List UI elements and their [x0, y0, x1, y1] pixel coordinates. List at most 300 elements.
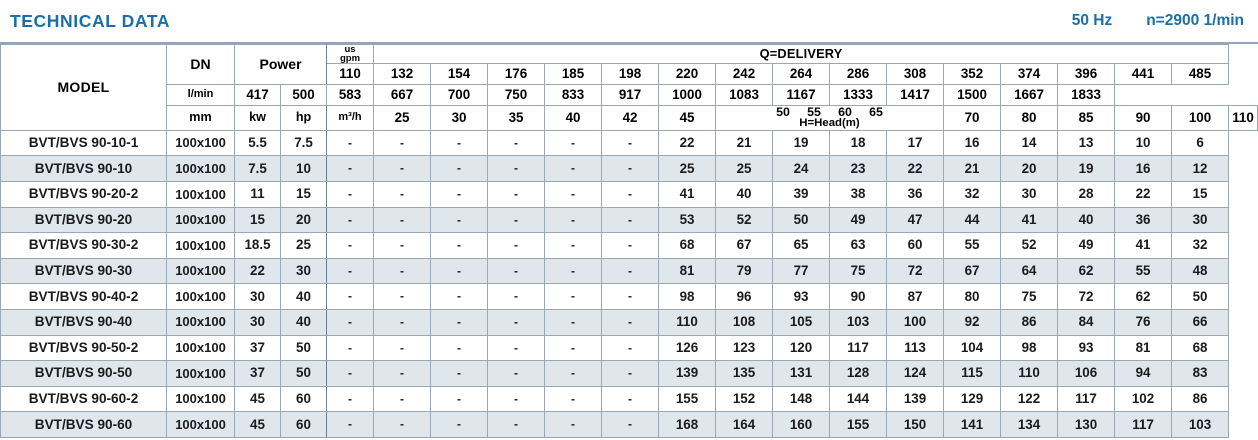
- row-head-4: -: [545, 310, 602, 336]
- row-power-kw: 30: [235, 310, 281, 336]
- row-head-12: 41: [1001, 207, 1058, 233]
- row-head-5: -: [602, 207, 659, 233]
- unit-power-hp: hp: [281, 106, 327, 131]
- row-head-5: -: [602, 182, 659, 208]
- flow-m3h-1: 30: [431, 106, 488, 131]
- flow-lmin-7: 917: [602, 85, 659, 106]
- row-head-6: 139: [659, 361, 716, 387]
- row-power-kw: 5.5: [235, 130, 281, 156]
- row-head-10: 47: [887, 207, 944, 233]
- row-dn: 100x100: [167, 284, 235, 310]
- row-model: BVT/BVS 90-30: [1, 258, 167, 284]
- row-head-14: 10: [1115, 130, 1172, 156]
- flow-usgpm-5: 198: [602, 64, 659, 85]
- row-head-8: 24: [773, 156, 830, 182]
- row-head-7: 135: [716, 361, 773, 387]
- table-row: [1, 233, 1258, 259]
- header-head: 50 55 60 65 H=Head(m): [716, 106, 944, 131]
- table-row: [1, 361, 1258, 387]
- row-head-6: 126: [659, 335, 716, 361]
- row-head-6: 81: [659, 258, 716, 284]
- row-power-hp: 30: [281, 258, 327, 284]
- row-head-8: 120: [773, 335, 830, 361]
- flow-usgpm-12: 374: [1001, 64, 1058, 85]
- row-head-14: 41: [1115, 233, 1172, 259]
- row-head-2: -: [431, 386, 488, 412]
- flow-m3h-3: 40: [545, 106, 602, 131]
- row-head-8: 50: [773, 207, 830, 233]
- flow-usgpm-7: 242: [716, 64, 773, 85]
- row-power-kw: 18.5: [235, 233, 281, 259]
- row-head-8: 148: [773, 386, 830, 412]
- row-head-14: 94: [1115, 361, 1172, 387]
- row-head-9: 117: [830, 335, 887, 361]
- row-head-0: -: [327, 335, 374, 361]
- flow-m3h-12: 85: [1058, 106, 1115, 131]
- row-head-15: 83: [1172, 361, 1229, 387]
- flow-usgpm-14: 441: [1115, 64, 1172, 85]
- row-head-9: 103: [830, 310, 887, 336]
- table-head: [1, 45, 1258, 131]
- header-dn: DN: [167, 45, 235, 85]
- row-head-4: -: [545, 156, 602, 182]
- row-head-3: -: [488, 310, 545, 336]
- row-head-0: -: [327, 207, 374, 233]
- flow-m3h-11: 80: [1001, 106, 1058, 131]
- row-head-9: 49: [830, 207, 887, 233]
- row-head-5: -: [602, 156, 659, 182]
- row-head-15: 32: [1172, 233, 1229, 259]
- row-head-2: -: [431, 156, 488, 182]
- row-head-6: 168: [659, 412, 716, 438]
- row-head-13: 130: [1058, 412, 1115, 438]
- row-head-4: -: [545, 361, 602, 387]
- row-power-kw: 45: [235, 412, 281, 438]
- unit-l-min: l/min: [167, 85, 235, 106]
- header-delivery: Q=DELIVERY: [374, 45, 1229, 64]
- row-head-2: -: [431, 361, 488, 387]
- row-dn: 100x100: [167, 258, 235, 284]
- row-head-9: 38: [830, 182, 887, 208]
- row-head-2: -: [431, 412, 488, 438]
- row-dn: 100x100: [167, 156, 235, 182]
- row-head-2: -: [431, 207, 488, 233]
- row-head-6: 53: [659, 207, 716, 233]
- row-power-hp: 60: [281, 386, 327, 412]
- page-header: [0, 0, 1258, 44]
- row-model: BVT/BVS 90-20: [1, 207, 167, 233]
- row-head-15: 6: [1172, 130, 1229, 156]
- row-head-4: -: [545, 386, 602, 412]
- row-head-12: 122: [1001, 386, 1058, 412]
- row-head-0: -: [327, 130, 374, 156]
- row-head-11: 104: [944, 335, 1001, 361]
- row-head-10: 113: [887, 335, 944, 361]
- row-head-5: -: [602, 412, 659, 438]
- row-power-hp: 10: [281, 156, 327, 182]
- row-head-4: -: [545, 284, 602, 310]
- header-row-m3h: [1, 106, 1258, 131]
- row-dn: 100x100: [167, 233, 235, 259]
- row-power-kw: 22: [235, 258, 281, 284]
- row-head-12: 20: [1001, 156, 1058, 182]
- row-power-kw: 7.5: [235, 156, 281, 182]
- unit-power-kw: kw: [235, 106, 281, 131]
- row-head-15: 103: [1172, 412, 1229, 438]
- row-power-kw: 11: [235, 182, 281, 208]
- row-head-12: 75: [1001, 284, 1058, 310]
- row-head-3: -: [488, 335, 545, 361]
- flow-lmin-11: 1333: [830, 85, 887, 106]
- row-dn: 100x100: [167, 310, 235, 336]
- row-head-8: 39: [773, 182, 830, 208]
- row-head-9: 23: [830, 156, 887, 182]
- flow-usgpm-13: 396: [1058, 64, 1115, 85]
- flow-usgpm-6: 220: [659, 64, 716, 85]
- flow-usgpm-2: 154: [431, 64, 488, 85]
- row-head-15: 12: [1172, 156, 1229, 182]
- flow-m3h-0: 25: [374, 106, 431, 131]
- row-head-7: 152: [716, 386, 773, 412]
- row-head-11: 141: [944, 412, 1001, 438]
- row-head-10: 22: [887, 156, 944, 182]
- row-head-6: 98: [659, 284, 716, 310]
- row-head-8: 160: [773, 412, 830, 438]
- row-head-3: -: [488, 361, 545, 387]
- flow-usgpm-11: 352: [944, 64, 1001, 85]
- row-head-9: 63: [830, 233, 887, 259]
- table-row: [1, 335, 1258, 361]
- flow-m3h-4: 42: [602, 106, 659, 131]
- row-head-14: 117: [1115, 412, 1172, 438]
- row-head-12: 134: [1001, 412, 1058, 438]
- row-head-13: 62: [1058, 258, 1115, 284]
- flow-m3h-15: 110: [1229, 106, 1258, 131]
- row-head-15: 15: [1172, 182, 1229, 208]
- row-head-15: 86: [1172, 386, 1229, 412]
- unit-us-gpm: [327, 45, 374, 64]
- row-head-13: 28: [1058, 182, 1115, 208]
- row-head-14: 22: [1115, 182, 1172, 208]
- row-power-kw: 45: [235, 386, 281, 412]
- row-head-15: 30: [1172, 207, 1229, 233]
- row-head-11: 55: [944, 233, 1001, 259]
- row-head-15: 50: [1172, 284, 1229, 310]
- flow-usgpm-4: 185: [545, 64, 602, 85]
- table-row: [1, 182, 1258, 208]
- row-head-1: -: [374, 258, 431, 284]
- row-head-2: -: [431, 310, 488, 336]
- flow-usgpm-10: 308: [887, 64, 944, 85]
- row-head-13: 84: [1058, 310, 1115, 336]
- table-row: [1, 284, 1258, 310]
- row-head-14: 55: [1115, 258, 1172, 284]
- flow-usgpm-0: 110: [327, 64, 374, 85]
- row-dn: 100x100: [167, 130, 235, 156]
- row-head-8: 65: [773, 233, 830, 259]
- row-head-6: 155: [659, 386, 716, 412]
- row-head-3: -: [488, 130, 545, 156]
- row-head-5: -: [602, 386, 659, 412]
- row-model: BVT/BVS 90-10-1: [1, 130, 167, 156]
- row-head-7: 52: [716, 207, 773, 233]
- row-power-hp: 60: [281, 412, 327, 438]
- unit-us-gpm-text: us gpm: [339, 44, 361, 65]
- row-head-3: -: [488, 207, 545, 233]
- row-head-7: 79: [716, 258, 773, 284]
- row-head-7: 123: [716, 335, 773, 361]
- row-head-1: -: [374, 207, 431, 233]
- frequency-label: 50 Hz: [1071, 12, 1113, 29]
- flow-lmin-4: 700: [431, 85, 488, 106]
- row-head-10: 36: [887, 182, 944, 208]
- row-head-5: -: [602, 130, 659, 156]
- row-head-0: -: [327, 386, 374, 412]
- page-title: TECHNICAL DATA: [10, 10, 171, 31]
- row-head-4: -: [545, 412, 602, 438]
- row-head-9: 144: [830, 386, 887, 412]
- row-head-13: 13: [1058, 130, 1115, 156]
- row-head-1: -: [374, 386, 431, 412]
- flow-usgpm-1: 132: [374, 64, 431, 85]
- row-head-13: 19: [1058, 156, 1115, 182]
- row-head-9: 18: [830, 130, 887, 156]
- row-head-2: -: [431, 284, 488, 310]
- row-head-4: -: [545, 233, 602, 259]
- row-head-14: 81: [1115, 335, 1172, 361]
- flow-m3h-5: 45: [659, 106, 716, 131]
- row-model: BVT/BVS 90-50-2: [1, 335, 167, 361]
- row-head-8: 19: [773, 130, 830, 156]
- flow-m3h-13: 90: [1115, 106, 1172, 131]
- flow-lmin-3: 667: [374, 85, 431, 106]
- row-head-13: 106: [1058, 361, 1115, 387]
- flow-lmin-10: 1167: [773, 85, 830, 106]
- row-head-1: -: [374, 412, 431, 438]
- row-head-4: -: [545, 182, 602, 208]
- row-head-8: 105: [773, 310, 830, 336]
- row-head-12: 64: [1001, 258, 1058, 284]
- row-head-15: 68: [1172, 335, 1229, 361]
- row-dn: 100x100: [167, 207, 235, 233]
- flow-lmin-2: 583: [327, 85, 374, 106]
- row-head-8: 93: [773, 284, 830, 310]
- row-head-12: 14: [1001, 130, 1058, 156]
- row-head-2: -: [431, 335, 488, 361]
- row-dn: 100x100: [167, 386, 235, 412]
- row-head-7: 21: [716, 130, 773, 156]
- technical-data-table: [0, 44, 1258, 438]
- row-head-11: 92: [944, 310, 1001, 336]
- row-head-1: -: [374, 310, 431, 336]
- row-head-3: -: [488, 284, 545, 310]
- row-head-12: 30: [1001, 182, 1058, 208]
- row-model: BVT/BVS 90-40-2: [1, 284, 167, 310]
- flow-lmin-0: 417: [235, 85, 281, 106]
- row-head-6: 68: [659, 233, 716, 259]
- row-head-10: 124: [887, 361, 944, 387]
- row-head-5: -: [602, 310, 659, 336]
- row-head-12: 98: [1001, 335, 1058, 361]
- row-head-14: 76: [1115, 310, 1172, 336]
- row-power-hp: 25: [281, 233, 327, 259]
- row-power-hp: 50: [281, 361, 327, 387]
- row-head-3: -: [488, 182, 545, 208]
- flow-usgpm-15: 485: [1172, 64, 1229, 85]
- row-head-0: -: [327, 258, 374, 284]
- row-dn: 100x100: [167, 361, 235, 387]
- header-row-lmin: [1, 85, 1258, 106]
- table-body: [1, 130, 1258, 437]
- row-head-1: -: [374, 233, 431, 259]
- table-row: [1, 386, 1258, 412]
- row-head-7: 96: [716, 284, 773, 310]
- row-model: BVT/BVS 90-10: [1, 156, 167, 182]
- flow-lmin-1: 500: [281, 85, 327, 106]
- row-head-11: 129: [944, 386, 1001, 412]
- row-head-10: 60: [887, 233, 944, 259]
- table-row: [1, 412, 1258, 438]
- row-head-14: 16: [1115, 156, 1172, 182]
- row-head-3: -: [488, 258, 545, 284]
- row-model: BVT/BVS 90-60: [1, 412, 167, 438]
- row-head-5: -: [602, 335, 659, 361]
- flow-lmin-6: 833: [545, 85, 602, 106]
- table-row: [1, 258, 1258, 284]
- flow-lmin-13: 1500: [944, 85, 1001, 106]
- row-head-3: -: [488, 233, 545, 259]
- row-head-13: 40: [1058, 207, 1115, 233]
- table-row: [1, 156, 1258, 182]
- unit-dn-mm: mm: [167, 106, 235, 131]
- row-head-7: 25: [716, 156, 773, 182]
- row-head-4: -: [545, 207, 602, 233]
- row-head-9: 128: [830, 361, 887, 387]
- row-head-7: 67: [716, 233, 773, 259]
- row-head-11: 80: [944, 284, 1001, 310]
- row-head-0: -: [327, 310, 374, 336]
- row-head-4: -: [545, 335, 602, 361]
- row-head-7: 164: [716, 412, 773, 438]
- row-head-10: 150: [887, 412, 944, 438]
- table-row: [1, 130, 1258, 156]
- row-head-9: 155: [830, 412, 887, 438]
- row-head-11: 67: [944, 258, 1001, 284]
- row-dn: 100x100: [167, 335, 235, 361]
- flow-lmin-5: 750: [488, 85, 545, 106]
- row-power-hp: 20: [281, 207, 327, 233]
- row-dn: 100x100: [167, 182, 235, 208]
- row-model: BVT/BVS 90-50: [1, 361, 167, 387]
- row-head-1: -: [374, 284, 431, 310]
- row-head-10: 139: [887, 386, 944, 412]
- row-head-0: -: [327, 361, 374, 387]
- row-head-4: -: [545, 258, 602, 284]
- row-head-7: 40: [716, 182, 773, 208]
- row-power-hp: 40: [281, 284, 327, 310]
- row-head-10: 87: [887, 284, 944, 310]
- table-row: [1, 310, 1258, 336]
- flow-m3h-14: 100: [1172, 106, 1229, 131]
- header-specs: [1072, 12, 1244, 30]
- row-head-6: 22: [659, 130, 716, 156]
- header-model: MODEL: [1, 45, 167, 131]
- row-head-9: 75: [830, 258, 887, 284]
- row-head-11: 16: [944, 130, 1001, 156]
- row-power-hp: 40: [281, 310, 327, 336]
- row-head-13: 49: [1058, 233, 1115, 259]
- row-head-11: 32: [944, 182, 1001, 208]
- row-head-1: -: [374, 182, 431, 208]
- header-power: Power: [235, 45, 327, 85]
- row-power-kw: 37: [235, 361, 281, 387]
- row-power-hp: 15: [281, 182, 327, 208]
- row-power-hp: 7.5: [281, 130, 327, 156]
- row-head-5: -: [602, 284, 659, 310]
- speed-label: n=2900 1/min: [1146, 12, 1244, 29]
- row-head-9: 90: [830, 284, 887, 310]
- row-power-kw: 37: [235, 335, 281, 361]
- row-head-15: 48: [1172, 258, 1229, 284]
- row-head-11: 115: [944, 361, 1001, 387]
- row-head-12: 52: [1001, 233, 1058, 259]
- row-power-kw: 30: [235, 284, 281, 310]
- row-head-10: 100: [887, 310, 944, 336]
- row-model: BVT/BVS 90-40: [1, 310, 167, 336]
- row-head-12: 86: [1001, 310, 1058, 336]
- row-head-5: -: [602, 233, 659, 259]
- row-head-13: 93: [1058, 335, 1115, 361]
- flow-m3h-10: 70: [944, 106, 1001, 131]
- row-head-3: -: [488, 412, 545, 438]
- row-head-10: 17: [887, 130, 944, 156]
- row-head-7: 108: [716, 310, 773, 336]
- row-power-kw: 15: [235, 207, 281, 233]
- flow-lmin-8: 1000: [659, 85, 716, 106]
- row-head-12: 110: [1001, 361, 1058, 387]
- row-head-0: -: [327, 233, 374, 259]
- flow-usgpm-3: 176: [488, 64, 545, 85]
- row-head-3: -: [488, 156, 545, 182]
- flow-lmin-15: 1833: [1058, 85, 1115, 106]
- row-head-13: 72: [1058, 284, 1115, 310]
- flow-lmin-12: 1417: [887, 85, 944, 106]
- row-head-6: 41: [659, 182, 716, 208]
- row-model: BVT/BVS 90-60-2: [1, 386, 167, 412]
- row-head-1: -: [374, 361, 431, 387]
- flow-usgpm-9: 286: [830, 64, 887, 85]
- row-head-8: 131: [773, 361, 830, 387]
- row-head-2: -: [431, 233, 488, 259]
- row-head-4: -: [545, 130, 602, 156]
- row-head-0: -: [327, 156, 374, 182]
- row-head-2: -: [431, 130, 488, 156]
- row-head-1: -: [374, 130, 431, 156]
- row-power-hp: 50: [281, 335, 327, 361]
- row-head-0: -: [327, 284, 374, 310]
- row-head-6: 25: [659, 156, 716, 182]
- row-head-8: 77: [773, 258, 830, 284]
- unit-m3-h: m³/h: [327, 106, 374, 131]
- row-head-0: -: [327, 182, 374, 208]
- flow-lmin-9: 1083: [716, 85, 773, 106]
- row-head-5: -: [602, 361, 659, 387]
- row-head-0: -: [327, 412, 374, 438]
- row-head-15: 66: [1172, 310, 1229, 336]
- flow-usgpm-8: 264: [773, 64, 830, 85]
- row-head-1: -: [374, 156, 431, 182]
- row-head-11: 44: [944, 207, 1001, 233]
